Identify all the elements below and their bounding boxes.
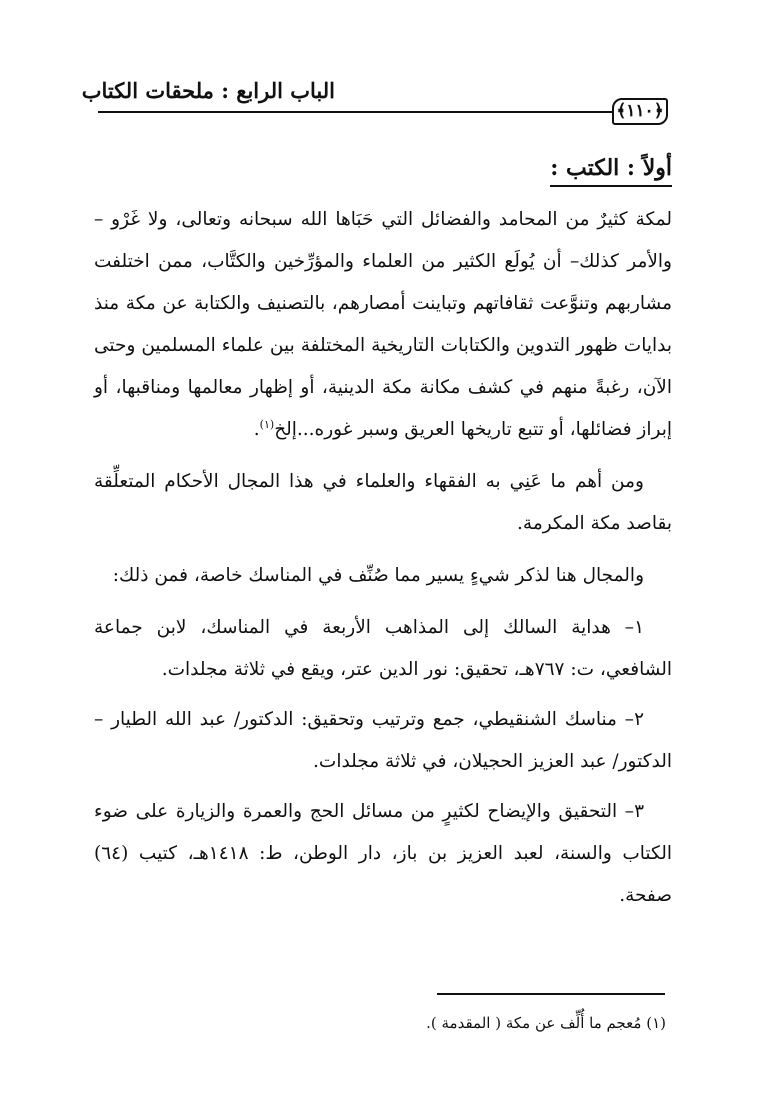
footnote: (١) مُعجم ما أُلِّف عن مكة ( المقدمة ). <box>426 1014 666 1032</box>
list-item: ٢– مناسك الشنقيطي، جمع وترتيب وتحقيق: الدكتور/ عبد الله الطيار – الدكتور/ عبد العزيز الحجيلان، في ثلاثة مجلدات. <box>94 709 672 772</box>
section-heading-text: أولاً : الكتب : <box>550 155 672 187</box>
header-rule <box>98 111 612 113</box>
list-item: ٣– التحقيق والإيضاح لكثيرٍ من مسائل الحج والعمرة والزيارة على ضوء الكتاب والسنة، لعبد العزيز بن باز، دار الوطن، ط: ١٤١٨هـ، كتيب (٦٤) صفحة. <box>94 801 672 906</box>
main-content <box>94 155 672 925</box>
chapter-header-title: الباب الرابع : ملحقات الكتاب <box>81 78 335 103</box>
paragraph-jurists: ومن أهم ما عَنِي به الفقهاء والعلماء في هذا المجال الأحكام المتعلِّقة بقاصد مكة المكرمة. <box>94 471 672 534</box>
section-heading <box>94 155 672 181</box>
paragraph-intro: لمكة كثيرٌ من المحامد والفضائل التي حَبَاها الله سبحانه وتعالى، ولا غَرْو –والأمر كذلك– أن يُولَع الكثير من العلماء والمؤرِّخين والكتَّاب، ممن اختلفت مشاربهم وتنوَّعت ثقافاتهم وتباينت أمصارهم، بالتصنيف والكتابة عن مكة منذ بدايات ظهور التدوين والكتابات التاريخية المختلفة بين علماء المسلمين وحتى الآن، رغبةً منهم في كشف مكانة مكة الدينية، أو إظهار معالمها ومناقبها، أو إبراز فضائلها، أو تتبع تاريخها العريق وسبر غوره...إلخ$^{(١)}$. <box>94 209 672 440</box>
paragraph-intro-text: لمكة كثيرٌ من المحامد والفضائل التي حَبَاها الله سبحانه وتعالى، ولا غَرْو –والأمر كذلك– أن يُولَع الكثير من العلماء والمؤرِّخين والكتَّاب، ممن اختلفت مشاربهم وتنوَّعت ثقافاتهم وتباينت أمصارهم، بالتصنيف والكتابة عن مكة منذ بدايات ظهور التدوين والكتابات التاريخية المختلفة بين علماء المسلمين وحتى الآن، رغبةً منهم في كشف مكانة مكة الدينية، أو إظهار معالمها ومناقبها، أو إبراز فضائلها، أو تتبع تاريخها العريق وسبر غوره...إلخ <box>94 209 672 440</box>
list-item: ١– هداية السالك إلى المذاهب الأربعة في المناسك، لابن جماعة الشافعي، ت: ٧٦٧هـ، تحقيق: نور الدين عتر، ويقع في ثلاثة مجلدات. <box>94 617 672 680</box>
page-number: ﴿١١٠﴾ <box>612 98 668 125</box>
paragraph-list-intro: والمجال هنا لذكر شيءٍ يسير مما صُنِّف في المناسك خاصة، فمن ذلك: <box>112 565 644 586</box>
footnote-rule <box>437 993 665 995</box>
footnote-ref: (١) <box>259 417 275 431</box>
